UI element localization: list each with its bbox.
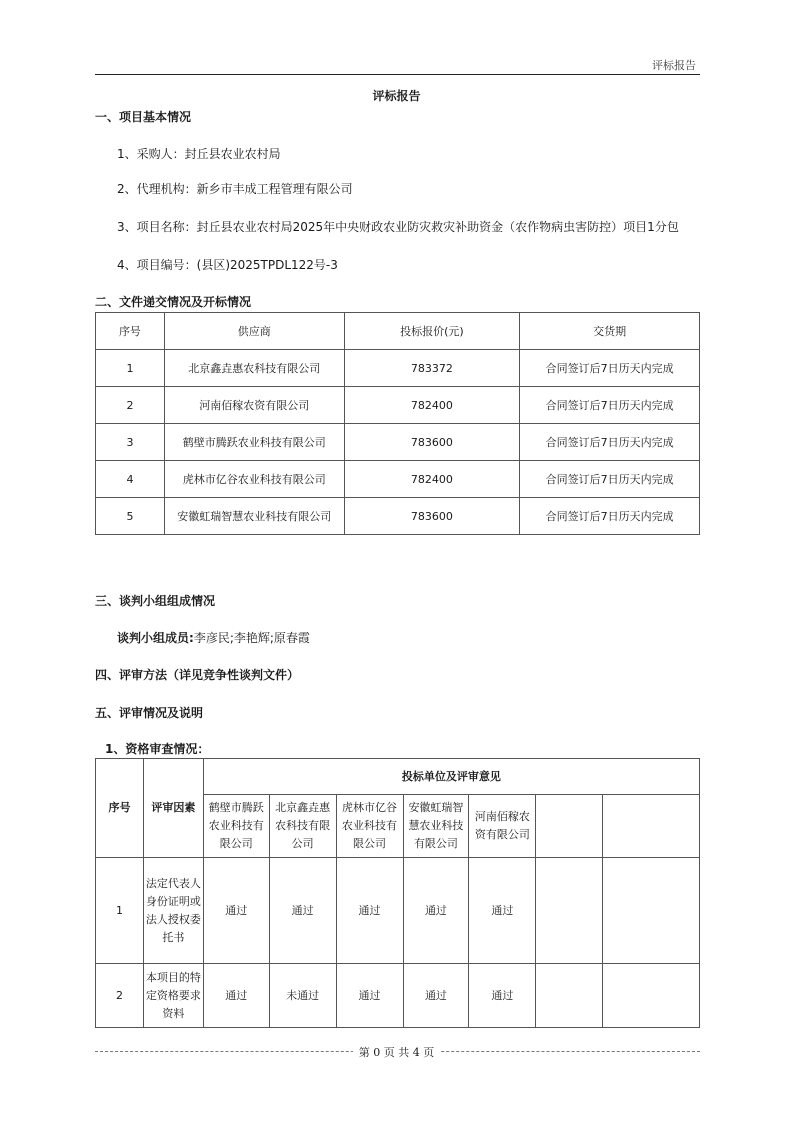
agency-item: 2、代理机构：新乡市丰成工程管理有限公司 (117, 182, 353, 196)
delivery-cell: 合同签订后7日历天内完成 (520, 387, 700, 424)
empty-cell (603, 795, 700, 858)
table-row (96, 461, 700, 498)
delivery-cell: 合同签订后7日历天内完成 (520, 350, 700, 387)
header-factor: 评审因素 (143, 759, 203, 858)
result-cell: 未通过 (269, 964, 336, 1028)
table-row (96, 424, 700, 461)
seq-cell: 4 (96, 461, 165, 498)
bidder-name-cell: 虎林市亿谷农业科技有限公司 (336, 795, 403, 858)
table-row (96, 858, 700, 964)
qualification-review-table (95, 758, 700, 1028)
section2-heading: 二、文件递交情况及开标情况 (95, 295, 252, 309)
panel-members-names: 李彦民;李艳辉;原春霞 (193, 631, 310, 645)
factor-cell: 法定代表人身份证明或法人授权委托书 (143, 858, 203, 964)
supplier-cell: 安徽虹瑞智慧农业科技有限公司 (164, 498, 344, 535)
header-rule (95, 74, 700, 75)
empty-cell (536, 858, 603, 964)
panel-members (117, 629, 310, 646)
table-header-row (96, 313, 700, 350)
seq-cell: 2 (96, 387, 165, 424)
price-cell: 783600 (344, 498, 520, 535)
panel-members-label: 谈判小组成员: (117, 631, 194, 645)
table-row (96, 350, 700, 387)
project-number-item: 4、项目编号：(县区)2025TPDL122号-3 (117, 258, 338, 272)
result-cell: 通过 (336, 858, 403, 964)
header-doc-label: 评标报告 (652, 59, 696, 72)
qualification-review-heading: 1、资格审查情况： (105, 742, 210, 756)
result-cell: 通过 (403, 858, 469, 964)
empty-cell (536, 964, 603, 1028)
result-cell: 通过 (336, 964, 403, 1028)
factor-cell: 本项目的特定资格要求资料 (143, 964, 203, 1028)
page-number: 第 0 页 共 4 页 (353, 1046, 440, 1059)
table-header-row (96, 759, 700, 795)
bidder-name-cell: 河南佰稼农资有限公司 (469, 795, 536, 858)
bid-opening-table (95, 312, 700, 535)
purchaser-item: 1、采购人：封丘县农业农村局 (117, 147, 281, 161)
section4-heading: 四、评审方法（详见竞争性谈判文件） (95, 668, 300, 682)
seq-cell: 3 (96, 424, 165, 461)
header-seq: 序号 (96, 759, 144, 858)
bidder-name-cell: 北京鑫垚惠农科技有限公司 (269, 795, 336, 858)
project-name-item: 3、项目名称：封丘县农业农村局2025年中央财政农业防灾救灾补助资金（农作物病虫害防控）项目1分包 (117, 220, 679, 234)
bidder-name-cell: 安徽虹瑞智慧农业科技有限公司 (403, 795, 469, 858)
price-cell: 783600 (344, 424, 520, 461)
result-cell: 通过 (403, 964, 469, 1028)
result-cell: 通过 (203, 964, 269, 1028)
table-row (96, 964, 700, 1028)
header-cell: 序号 (96, 313, 165, 350)
section1-heading: 一、项目基本情况 (95, 110, 192, 124)
result-cell: 通过 (269, 858, 336, 964)
page-footer (0, 1044, 793, 1060)
supplier-cell: 鹤壁市腾跃农业科技有限公司 (164, 424, 344, 461)
supplier-cell: 虎林市亿谷农业科技有限公司 (164, 461, 344, 498)
header-cell: 投标报价(元) (344, 313, 520, 350)
header-cell: 供应商 (164, 313, 344, 350)
price-cell: 782400 (344, 461, 520, 498)
price-cell: 782400 (344, 387, 520, 424)
delivery-cell: 合同签订后7日历天内完成 (520, 461, 700, 498)
supplier-cell: 河南佰稼农资有限公司 (164, 387, 344, 424)
empty-cell (603, 964, 700, 1028)
table-row (96, 387, 700, 424)
section5-heading: 五、评审情况及说明 (95, 706, 204, 720)
empty-cell (536, 795, 603, 858)
seq-cell: 1 (96, 350, 165, 387)
table-row (96, 498, 700, 535)
seq-cell: 5 (96, 498, 165, 535)
empty-cell (603, 858, 700, 964)
header-bidders-group: 投标单位及评审意见 (203, 759, 699, 795)
section3-heading: 三、谈判小组组成情况 (95, 594, 216, 608)
report-title: 评标报告 (372, 89, 421, 103)
header-cell: 交货期 (520, 313, 700, 350)
bidder-name-cell: 鹤壁市腾跃农业科技有限公司 (203, 795, 269, 858)
result-cell: 通过 (469, 964, 536, 1028)
delivery-cell: 合同签订后7日历天内完成 (520, 424, 700, 461)
supplier-cell: 北京鑫垚惠农科技有限公司 (164, 350, 344, 387)
seq-cell: 1 (96, 858, 144, 964)
delivery-cell: 合同签订后7日历天内完成 (520, 498, 700, 535)
price-cell: 783372 (344, 350, 520, 387)
result-cell: 通过 (469, 858, 536, 964)
seq-cell: 2 (96, 964, 144, 1028)
result-cell: 通过 (203, 858, 269, 964)
